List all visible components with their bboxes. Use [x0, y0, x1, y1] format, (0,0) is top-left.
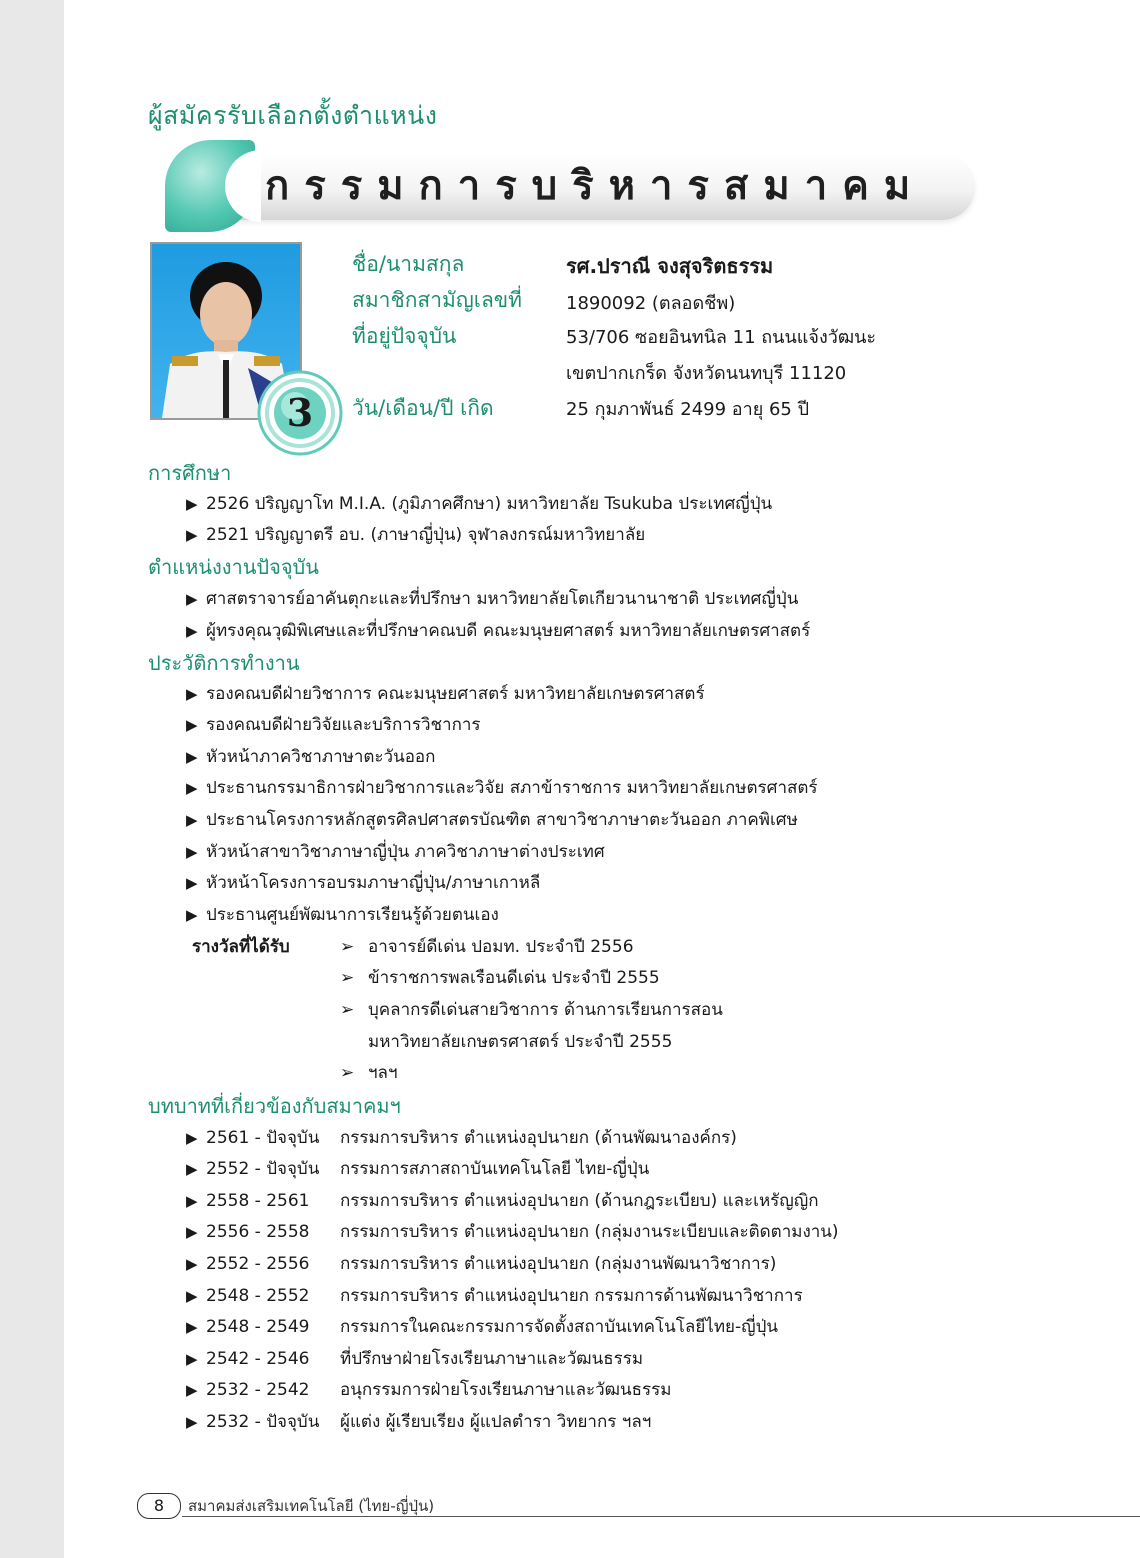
award-item: ➢ อาจารย์ดีเด่น ปอมท. ประจำปี 2556	[340, 937, 634, 957]
bullet-icon: ▶	[186, 590, 198, 608]
bullet-icon: ▶	[186, 716, 198, 734]
bullet-icon: ▶	[186, 526, 198, 544]
role-row: ▶ 2552 - 2556 กรรมการบริหาร ตำแหน่งอุปนายก (กลุ่มงานพัฒนาวิชาการ)	[186, 1254, 777, 1274]
section-subtitle: ผู้สมัครรับเลือกตั้งตำแหน่ง	[148, 101, 438, 130]
heading-education: การศึกษา	[148, 461, 232, 485]
value-birthdate: 25 กุมภาพันธ์ 2499 อายุ 65 ปี	[566, 399, 810, 420]
page-number: 8	[137, 1493, 181, 1519]
bullet-icon: ▶	[186, 1413, 198, 1431]
heading-association-roles: บทบาทที่เกี่ยวข้องกับสมาคมฯ	[148, 1094, 401, 1118]
list-item: ▶ ประธานโครงการหลักสูตรศิลปศาสตรบัณฑิต สาขาวิชาภาษาตะวันออก ภาคพิเศษ	[186, 810, 798, 830]
label-member-no: สมาชิกสามัญเลขที่	[352, 288, 523, 312]
value-name: รศ.ปราณี จงสุจริตธรรม	[566, 254, 774, 278]
award-item: ➢ ข้าราชการพลเรือนดีเด่น ประจำปี 2555	[340, 968, 660, 988]
candidate-number: 3	[286, 390, 314, 435]
role-row: ▶ 2548 - 2552 กรรมการบริหาร ตำแหน่งอุปนายก กรรมการด้านพัฒนาวิชาการ	[186, 1286, 803, 1306]
heading-work-history: ประวัติการทำงาน	[148, 651, 300, 675]
arrow-bullet-icon: ➢	[340, 937, 355, 957]
list-item: ▶ รองคณบดีฝ่ายวิชาการ คณะมนุษยศาสตร์ มหาวิทยาลัยเกษตรศาสตร์	[186, 684, 705, 704]
list-item: ▶ 2526 ปริญญาโท M.I.A. (ภูมิภาคศึกษา) มหาวิทยาลัย Tsukuba ประเทศญี่ปุ่น	[186, 494, 773, 514]
label-address: ที่อยู่ปัจจุบัน	[352, 324, 457, 348]
list-item: ▶ ประธานศูนย์พัฒนาการเรียนรู้ด้วยตนเอง	[186, 905, 499, 925]
bullet-icon: ▶	[186, 622, 198, 640]
banner-title: กรรมการบริหารสมาคม	[265, 163, 926, 209]
value-address-line1: 53/706 ซอยอินทนิล 11 ถนนแจ้งวัฒนะ	[566, 327, 877, 348]
role-row: ▶ 2532 - ปัจจุบัน ผู้แต่ง ผู้เรียบเรียง ผู้แปลตำรา วิทยากร ฯลฯ	[186, 1412, 652, 1432]
bullet-icon: ▶	[186, 495, 198, 513]
label-birthdate: วัน/เดือน/ปี เกิด	[352, 396, 494, 420]
bullet-icon: ▶	[186, 874, 198, 892]
bullet-icon: ▶	[186, 1160, 198, 1178]
awards-label: รางวัลที่ได้รับ	[192, 937, 290, 957]
role-row: ▶ 2532 - 2542 อนุกรรมการฝ่ายโรงเรียนภาษาและวัฒนธรรม	[186, 1380, 672, 1400]
bullet-icon: ▶	[186, 1318, 198, 1336]
bullet-icon: ▶	[186, 1129, 198, 1147]
bullet-icon: ▶	[186, 748, 198, 766]
bullet-icon: ▶	[186, 1381, 198, 1399]
title-banner	[165, 140, 977, 232]
label-name: ชื่อ/นามสกุล	[352, 252, 465, 276]
bullet-icon: ▶	[186, 811, 198, 829]
bullet-icon: ▶	[186, 1192, 198, 1210]
role-row: ▶ 2558 - 2561 กรรมการบริหาร ตำแหน่งอุปนายก (ด้านกฎระเบียบ) และเหรัญญิก	[186, 1191, 819, 1211]
heading-current-position: ตำแหน่งงานปัจจุบัน	[148, 555, 319, 579]
list-item: ▶ รองคณบดีฝ่ายวิจัยและบริการวิชาการ	[186, 715, 481, 735]
list-item: ▶ หัวหน้าสาขาวิชาภาษาญี่ปุ่น ภาควิชาภาษาต่างประเทศ	[186, 842, 605, 862]
value-address-line2: เขตปากเกร็ด จังหวัดนนทบุรี 11120	[566, 363, 847, 384]
role-row: ▶ 2548 - 2549 กรรมการในคณะกรรมการจัดตั้งสถาบันเทคโนโลยีไทย-ญี่ปุ่น	[186, 1317, 779, 1337]
bullet-icon: ▶	[186, 1350, 198, 1368]
list-item: ▶ ผู้ทรงคุณวุฒิพิเศษและที่ปรึกษาคณบดี คณะมนุษยศาสตร์ มหาวิทยาลัยเกษตรศาสตร์	[186, 621, 811, 641]
candidate-number-badge	[257, 370, 343, 456]
award-item: ➢ บุคลากรดีเด่นสายวิชาการ ด้านการเรียนการสอน	[340, 1000, 723, 1020]
arrow-bullet-icon: ➢	[340, 1063, 355, 1083]
award-item-continuation: มหาวิทยาลัยเกษตรศาสตร์ ประจำปี 2555	[368, 1032, 673, 1052]
footer-divider	[182, 1516, 1140, 1517]
arrow-bullet-icon: ➢	[340, 1000, 355, 1020]
bullet-icon: ▶	[186, 906, 198, 924]
list-item: ▶ หัวหน้าภาควิชาภาษาตะวันออก	[186, 747, 436, 767]
list-item: ▶ ประธานกรรมาธิการฝ่ายวิชาการและวิจัย สภาข้าราชการ มหาวิทยาลัยเกษตรศาสตร์	[186, 778, 818, 798]
bullet-icon: ▶	[186, 1223, 198, 1241]
list-item: ▶ 2521 ปริญญาตรี อบ. (ภาษาญี่ปุ่น) จุฬาลงกรณ์มหาวิทยาลัย	[186, 525, 646, 545]
value-member-no: 1890092 (ตลอดชีพ)	[566, 293, 736, 314]
list-item: ▶ ศาสตราจารย์อาคันตุกะและที่ปรึกษา มหาวิทยาลัยโตเกียวนานาชาติ ประเทศญี่ปุ่น	[186, 589, 799, 609]
bullet-icon: ▶	[186, 843, 198, 861]
role-row: ▶ 2561 - ปัจจุบัน กรรมการบริหาร ตำแหน่งอุปนายก (ด้านพัฒนาองค์กร)	[186, 1128, 737, 1148]
bullet-icon: ▶	[186, 779, 198, 797]
footer-text: สมาคมส่งเสริมเทคโนโลยี (ไทย-ญี่ปุ่น)	[188, 1497, 435, 1515]
bullet-icon: ▶	[186, 1255, 198, 1273]
role-row: ▶ 2542 - 2546 ที่ปรึกษาฝ่ายโรงเรียนภาษาและวัฒนธรรม	[186, 1349, 644, 1369]
page-margin-strip	[0, 0, 64, 1558]
role-row: ▶ 2552 - ปัจจุบัน กรรมการสภาสถาบันเทคโนโลยี ไทย-ญี่ปุ่น	[186, 1159, 650, 1179]
bullet-icon: ▶	[186, 685, 198, 703]
role-row: ▶ 2556 - 2558 กรรมการบริหาร ตำแหน่งอุปนายก (กลุ่มงานระเบียบและติดตามงาน)	[186, 1222, 839, 1242]
award-item: ➢ ฯลฯ	[340, 1063, 398, 1083]
arrow-bullet-icon: ➢	[340, 968, 355, 988]
list-item: ▶ หัวหน้าโครงการอบรมภาษาญี่ปุ่น/ภาษาเกาหลี	[186, 873, 541, 893]
bullet-icon: ▶	[186, 1287, 198, 1305]
